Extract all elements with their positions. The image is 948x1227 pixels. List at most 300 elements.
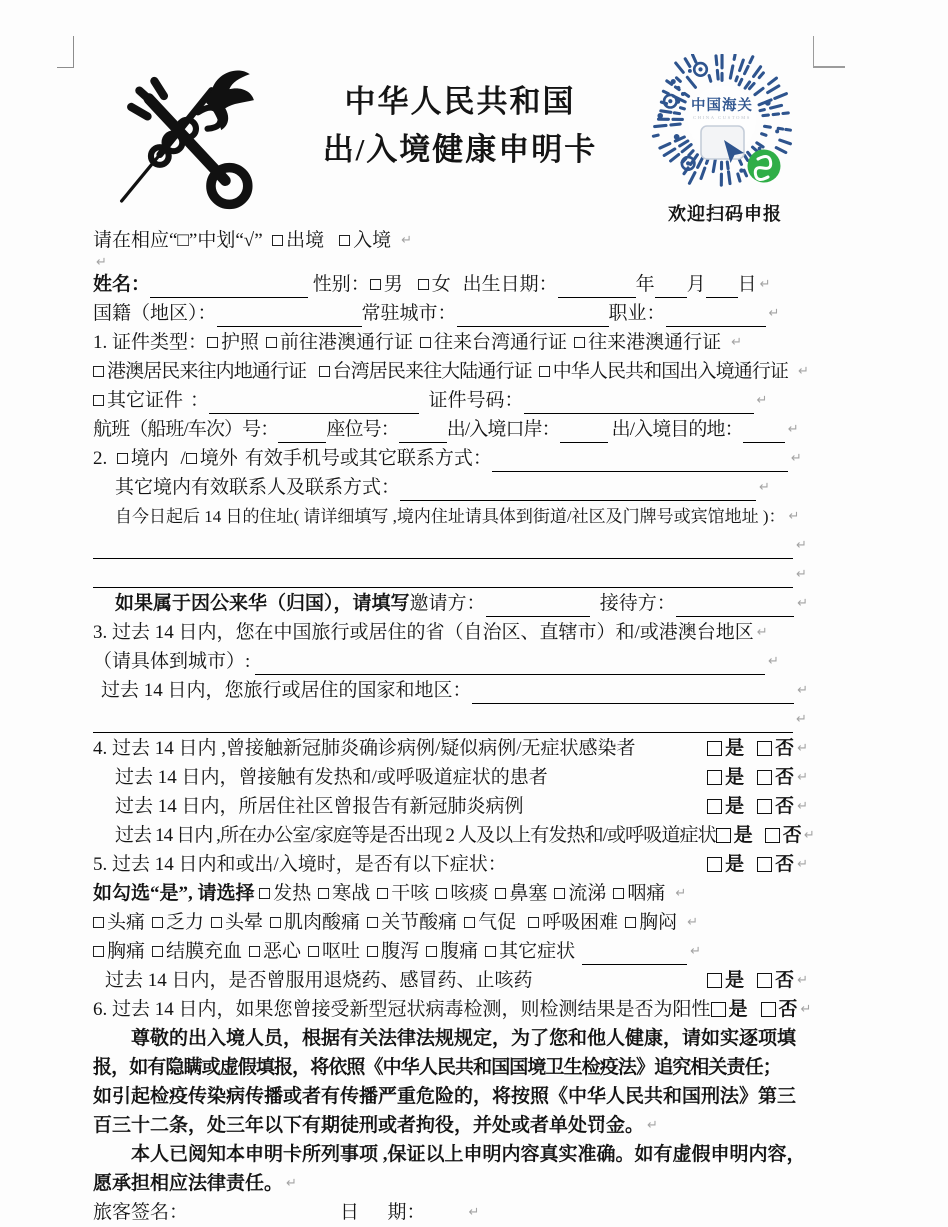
form-line (93, 618, 808, 647)
checkbox-yes[interactable] (707, 792, 744, 821)
checkbox-label: 否 (775, 796, 795, 817)
form-title-line1: 中华人民共和国 (344, 84, 576, 119)
checkbox-icon (211, 917, 222, 928)
checkbox-label: 是 (728, 999, 748, 1020)
form-text: 旅客签名： (93, 1202, 189, 1223)
checkbox-option[interactable] (152, 908, 204, 937)
checkbox-icon (272, 235, 283, 246)
checkbox-icon (464, 917, 475, 928)
checkbox-icon (539, 366, 550, 377)
checkbox-icon (93, 366, 104, 377)
checkbox-option[interactable] (318, 879, 370, 908)
return-mark-icon: ↵ (796, 538, 807, 553)
form-line (93, 966, 808, 995)
return-mark-icon: ↵ (401, 233, 413, 248)
form-text: 报，如有隐瞒或虚假填报，将依照《中华人民共和国国境卫生检疫法》追究相关责任； (93, 1057, 781, 1078)
checkbox-label: 气促 (478, 912, 517, 933)
checkbox-option[interactable] (418, 270, 451, 299)
return-mark-icon: ↵ (798, 364, 808, 379)
return-mark-icon: ↵ (797, 770, 808, 785)
yes-no-group (716, 821, 801, 850)
checkbox-no[interactable] (761, 995, 798, 1024)
checkbox-label: 胸痛 (107, 941, 146, 962)
checkbox-option[interactable] (93, 908, 145, 937)
checkbox-icon (757, 857, 772, 872)
return-mark-icon: ↵ (790, 451, 802, 466)
form-text: 百三十二条，处三年以下有期徒刑或者拘役，并处或者单处罚金。 (93, 1115, 645, 1136)
blank-field[interactable] (655, 277, 687, 298)
checkbox-option[interactable] (370, 270, 403, 299)
checkbox-label: 女 (431, 274, 451, 295)
form-text: 过去 14 日内 ,所在办公室/家庭等是否出现 2 人及以上有发热和/或呼吸道症状 (115, 825, 716, 846)
blank-field[interactable] (558, 277, 636, 298)
checkbox-option[interactable] (539, 357, 788, 386)
form-line (93, 473, 808, 502)
form-text: 出/入境口岸： (446, 419, 560, 440)
blank-field[interactable] (93, 567, 793, 588)
form-text: 接待方： (590, 593, 676, 614)
blank-field[interactable] (278, 422, 326, 443)
form-text: 常驻城市： (361, 303, 457, 324)
form-line (93, 792, 808, 821)
form-line (93, 502, 808, 531)
checkbox-option[interactable] (249, 937, 301, 966)
blank-field[interactable] (524, 393, 754, 414)
checkbox-option[interactable] (266, 328, 413, 357)
form-text: 月 (686, 274, 706, 295)
checkbox-label: 否 (778, 999, 798, 1020)
checkbox-icon (757, 799, 772, 814)
form-line (93, 1140, 808, 1169)
form-line (93, 647, 808, 676)
wechat-miniprogram-icon (748, 150, 781, 183)
form-text: 国籍（地区）： (93, 303, 217, 324)
checkbox-icon (367, 917, 378, 928)
form-text: 请在相应“□”中划“√” (93, 230, 273, 251)
form-title (225, 78, 695, 174)
checkbox-label: 是 (725, 767, 745, 788)
form-text: 如果属于因公来华（归国），请填写 (115, 593, 410, 614)
blank-field[interactable] (150, 277, 308, 298)
checkbox-option[interactable] (367, 908, 457, 937)
form-text: 3. 过去 14 日内，您在中国旅行或居住的省（自治区、直辖市）和/或港澳台地区 (93, 622, 754, 643)
return-mark-icon: ↵ (731, 335, 742, 350)
checkbox-option[interactable] (485, 937, 575, 966)
return-mark-icon: ↵ (759, 277, 771, 292)
blank-field[interactable] (582, 944, 687, 965)
checkbox-label: 否 (775, 970, 795, 991)
checkbox-label: 台湾居民来往大陆通行证 (332, 361, 532, 382)
checkbox-icon (93, 946, 104, 957)
form-line (93, 1198, 808, 1227)
form-line (93, 937, 808, 966)
form-line (93, 734, 808, 763)
checkbox-label: 其它证件 (107, 390, 184, 411)
checkbox-no[interactable] (757, 792, 794, 821)
form-line (93, 995, 812, 1024)
blank-field[interactable] (399, 422, 447, 443)
form-text: 愿承担相应法律责任。 (93, 1173, 284, 1194)
checkbox-icon (716, 828, 731, 843)
form-text: （请具体到城市）: (93, 651, 256, 672)
return-mark-icon: ↵ (797, 973, 808, 988)
checkbox-no[interactable] (757, 734, 794, 763)
form-text: 座位号： (326, 419, 399, 440)
return-mark-icon: ↵ (797, 741, 808, 756)
return-mark-icon: ↵ (797, 596, 808, 611)
blank-field[interactable] (457, 306, 609, 327)
return-mark-icon: ↵ (768, 306, 780, 321)
page-header (0, 0, 948, 226)
checkbox-label: 呼吸困难 (542, 912, 619, 933)
form-text: 出/入境目的地： (607, 419, 743, 440)
checkbox-option[interactable] (464, 908, 516, 937)
form-text: 5. 过去 14 日内和或出/入境时，是否有以下症状： (93, 854, 507, 875)
checkbox-icon (259, 888, 270, 899)
checkbox-icon (152, 946, 163, 957)
return-mark-icon: ↵ (796, 712, 807, 727)
checkbox-icon (117, 453, 128, 464)
checkbox-label: 男 (383, 274, 403, 295)
checkbox-icon (308, 946, 319, 957)
checkbox-label: 呕吐 (322, 941, 361, 962)
qr-caption: 欢迎扫码申报 (668, 204, 782, 224)
blank-field[interactable] (400, 480, 756, 501)
checkbox-option[interactable] (495, 879, 547, 908)
checkbox-yes[interactable] (707, 763, 744, 792)
checkbox-option[interactable] (319, 357, 532, 386)
checkbox-icon (707, 973, 722, 988)
checkbox-label: 流涕 (568, 883, 607, 904)
return-mark-icon: ↵ (788, 509, 800, 524)
form-line (93, 299, 808, 328)
checkbox-option[interactable] (528, 908, 618, 937)
form-text: 如勾选“是”, 请选择 (93, 883, 260, 904)
form-text: 自今日起后 14 日的住址( 请详细填写 ,境内住址请具体到街道/社区及门牌号或宾馆地址 )： (115, 507, 786, 526)
checkbox-icon (426, 946, 437, 957)
checkbox-label: 咳痰 (450, 883, 489, 904)
form-text: 4. 过去 14 日内 ,曾接触新冠肺炎确诊病例/疑似病例/无症状感染者 (93, 738, 636, 759)
checkbox-icon (757, 770, 772, 785)
checkbox-no[interactable] (757, 966, 794, 995)
checkbox-icon (707, 741, 722, 756)
checkbox-icon (613, 888, 624, 899)
form-text: ： (190, 390, 210, 411)
form-text: 出生日期： (457, 274, 558, 295)
checkbox-option[interactable] (117, 444, 169, 473)
checkbox-option[interactable] (613, 879, 665, 908)
form-text: 证件号码： (419, 390, 524, 411)
checkbox-option[interactable] (367, 937, 419, 966)
return-mark-icon: ↵ (797, 857, 808, 872)
return-mark-icon: ↵ (756, 393, 768, 408)
blank-field[interactable] (472, 683, 795, 704)
yes-no-group (707, 792, 794, 821)
blank-field[interactable] (217, 306, 362, 327)
form-text: 过去 14 日内，您旅行或居住的国家和地区： (101, 680, 472, 701)
checkbox-yes[interactable] (716, 821, 752, 850)
checkbox-no[interactable] (757, 763, 794, 792)
checkbox-option[interactable] (625, 908, 677, 937)
return-mark-icon: ↵ (675, 886, 687, 901)
form-line (93, 255, 808, 270)
checkbox-option[interactable] (420, 328, 567, 357)
checkbox-label: 腹痛 (440, 941, 479, 962)
checkbox-icon (420, 337, 431, 348)
yes-no-group (707, 763, 794, 792)
return-mark-icon: ↵ (797, 799, 808, 814)
checkbox-label: 头痛 (107, 912, 146, 933)
return-mark-icon: ↵ (803, 828, 814, 843)
checkbox-icon (625, 917, 636, 928)
checkbox-option[interactable] (211, 908, 263, 937)
checkbox-option[interactable] (186, 444, 238, 473)
form-line (93, 763, 808, 792)
return-mark-icon: ↵ (756, 625, 768, 640)
form-text: 其它境内有效联系人及联系方式： (115, 477, 401, 498)
blank-field[interactable] (93, 712, 793, 733)
checkbox-icon (93, 395, 104, 406)
form-line (93, 415, 808, 444)
checkbox-icon (249, 946, 260, 957)
checkbox-yes[interactable] (707, 966, 744, 995)
checkbox-label: 发热 (273, 883, 312, 904)
checkbox-icon (339, 235, 350, 246)
checkbox-icon (418, 279, 429, 290)
checkbox-option[interactable] (93, 357, 306, 386)
return-mark-icon: ↵ (647, 1118, 658, 1133)
checkbox-icon (186, 453, 197, 464)
checkbox-icon (266, 337, 277, 348)
checkbox-label: 出境 (286, 230, 325, 251)
blank-field[interactable] (486, 596, 591, 617)
checkbox-label: 关节酸痛 (381, 912, 458, 933)
blank-field[interactable] (209, 393, 419, 414)
form-text: 姓名： (93, 274, 151, 295)
checkbox-label: 否 (775, 854, 795, 875)
qr-center-sublabel: CHINA CUSTOMS (693, 115, 751, 120)
form-line (93, 1169, 808, 1198)
checkbox-label: 是 (725, 854, 745, 875)
form-text: 如引起检疫传染病传播或者有传播严重危险的，将按照《中华人民共和国刑法》第三 (93, 1086, 797, 1107)
form-line (93, 1024, 808, 1053)
checkbox-icon (761, 1002, 776, 1017)
form-text: 年 (635, 274, 655, 295)
checkbox-icon (711, 1002, 726, 1017)
checkbox-label: 否 (782, 825, 801, 846)
form-text: 2. (93, 448, 117, 469)
form-text: 日 期： (340, 1202, 426, 1223)
checkbox-option[interactable] (93, 937, 145, 966)
checkbox-label: 肌肉酸痛 (284, 912, 361, 933)
form-line (93, 908, 808, 937)
form-line (93, 1053, 808, 1082)
checkbox-option[interactable] (554, 879, 606, 908)
checkbox-option[interactable] (259, 879, 311, 908)
checkbox-label: 是 (725, 970, 745, 991)
form-text: 邀请方： (409, 593, 486, 614)
checkbox-option[interactable] (308, 937, 360, 966)
form-line (93, 560, 808, 589)
checkbox-label: 鼻塞 (509, 883, 548, 904)
checkbox-label: 恶心 (263, 941, 302, 962)
checkbox-label: 否 (775, 767, 795, 788)
form-line (93, 1111, 808, 1140)
checkbox-label: 是 (725, 796, 745, 817)
form-line (93, 676, 808, 705)
checkbox-label: 否 (775, 738, 795, 759)
checkbox-icon (270, 917, 281, 928)
blank-field[interactable] (666, 306, 766, 327)
form-line (93, 270, 808, 299)
yes-no-group (711, 995, 798, 1024)
crop-mark-top-right-icon (813, 36, 845, 68)
checkbox-option[interactable] (270, 908, 360, 937)
form-lines (0, 226, 948, 1227)
form-text: / (175, 448, 186, 469)
checkbox-icon (436, 888, 447, 899)
checkbox-icon (377, 888, 388, 899)
checkbox-icon (152, 917, 163, 928)
form-text: 6. 过去 14 日内，如果您曾接受新型冠状病毒检测，则检测结果是否为阳性 (93, 999, 711, 1020)
checkbox-label: 是 (725, 738, 745, 759)
checkbox-label: 往来港澳通行证 (588, 332, 722, 353)
form-line (93, 531, 808, 560)
checkbox-label: 寒战 (332, 883, 371, 904)
checkbox-label: 港澳居民来往内地通行证 (107, 361, 307, 382)
checkbox-icon (554, 888, 565, 899)
return-mark-icon: ↵ (800, 1002, 812, 1017)
checkbox-label: 护照 (221, 332, 260, 353)
form-line (93, 328, 808, 357)
form-line (93, 226, 808, 255)
checkbox-option[interactable] (426, 937, 478, 966)
checkbox-icon (707, 770, 722, 785)
checkbox-icon (370, 279, 381, 290)
checkbox-label: 中华人民共和国出入境通行证 (552, 361, 788, 382)
checkbox-icon (707, 799, 722, 814)
checkbox-label: 入境 (353, 230, 392, 251)
form-text: 有效手机号或其它联系方式： (244, 448, 492, 469)
checkbox-option[interactable] (377, 879, 429, 908)
return-mark-icon: ↵ (286, 1176, 297, 1191)
checkbox-yes[interactable] (707, 850, 744, 879)
return-mark-icon: ↵ (96, 255, 107, 270)
form-line (93, 357, 808, 386)
checkbox-label: 头晕 (225, 912, 264, 933)
checkbox-label: 是 (733, 825, 752, 846)
form-line (93, 1082, 808, 1111)
checkbox-label: 往来台湾通行证 (434, 332, 568, 353)
checkbox-yes[interactable] (711, 995, 748, 1024)
return-mark-icon: ↵ (759, 480, 770, 495)
checkbox-label: 境外 (199, 448, 238, 469)
checkbox-label: 干咳 (391, 883, 430, 904)
checkbox-icon (207, 337, 218, 348)
yes-no-group (707, 966, 794, 995)
form-line (93, 879, 808, 908)
checkbox-icon (495, 888, 506, 899)
checkbox-option[interactable] (207, 328, 259, 357)
blank-field[interactable] (492, 451, 788, 472)
checkbox-icon (318, 888, 329, 899)
checkbox-label: 腹泻 (381, 941, 420, 962)
return-mark-icon: ↵ (687, 915, 699, 930)
checkbox-option[interactable] (436, 879, 488, 908)
form-line (93, 850, 808, 879)
checkbox-label: 乏力 (166, 912, 205, 933)
return-mark-icon: ↵ (690, 944, 702, 959)
checkbox-label: 咽痛 (627, 883, 666, 904)
blank-field[interactable] (743, 422, 785, 443)
checkbox-no[interactable] (757, 850, 794, 879)
yes-no-group (707, 850, 794, 879)
checkbox-icon (367, 946, 378, 957)
checkbox-icon (574, 337, 585, 348)
checkbox-no[interactable] (765, 821, 801, 850)
form-text: 职业： (608, 303, 666, 324)
checkbox-label: 结膜充血 (166, 941, 243, 962)
checkbox-label: 境内 (130, 448, 169, 469)
checkbox-label: 胸闷 (639, 912, 678, 933)
checkbox-option[interactable] (339, 226, 391, 255)
return-mark-icon: ↵ (797, 683, 808, 698)
blank-field[interactable] (706, 277, 738, 298)
checkbox-label: 其它症状 (499, 941, 576, 962)
form-text: 航班（船班/车次）号： (93, 419, 279, 440)
checkbox-yes[interactable] (707, 734, 744, 763)
form-text: 过去 14 日内，是否曾服用退烧药、感冒药、止咳药 (105, 970, 533, 991)
qr-center-label: 中国海关 (691, 98, 753, 114)
form-text: 1. 证件类型： (93, 332, 208, 353)
form-text: 过去 14 日内，曾接触有发热和/或呼吸道症状的患者 (115, 767, 548, 788)
form-line (93, 386, 808, 415)
form-line (93, 821, 814, 850)
form-title-line2: 出/入境健康申明卡 (322, 132, 598, 167)
checkbox-option[interactable] (152, 937, 242, 966)
return-mark-icon: ↵ (768, 654, 779, 669)
checkbox-icon (757, 741, 772, 756)
checkbox-option[interactable] (93, 386, 183, 415)
checkbox-icon (757, 973, 772, 988)
checkbox-icon (93, 917, 104, 928)
checkbox-icon (765, 828, 780, 843)
checkbox-icon (528, 917, 539, 928)
form-text: 过去 14 日内，所居住社区曾报告有新冠肺炎病例 (115, 796, 524, 817)
form-text: 性别： (308, 274, 370, 295)
checkbox-option[interactable] (272, 226, 324, 255)
return-mark-icon: ↵ (468, 1205, 480, 1220)
checkbox-label: 前往港澳通行证 (280, 332, 414, 353)
yes-no-group (707, 734, 794, 763)
blank-field[interactable] (676, 596, 794, 617)
form-text: 日 (737, 274, 757, 295)
checkbox-icon (707, 857, 722, 872)
return-mark-icon: ↵ (787, 422, 798, 437)
checkbox-option[interactable] (574, 328, 721, 357)
crop-mark-top-left-icon (57, 36, 74, 68)
checkbox-icon (319, 366, 330, 377)
form-line (93, 589, 808, 618)
qr-code (650, 54, 800, 198)
return-mark-icon: ↵ (796, 567, 807, 582)
blank-field[interactable] (255, 654, 765, 675)
blank-field[interactable] (560, 422, 608, 443)
checkbox-icon (485, 946, 496, 957)
blank-field[interactable] (93, 538, 793, 559)
form-text: 本人已阅知本申明卡所列事项 ,保证以上申明内容真实准确。如有虚假申明内容， (131, 1144, 806, 1165)
form-line (93, 444, 808, 473)
